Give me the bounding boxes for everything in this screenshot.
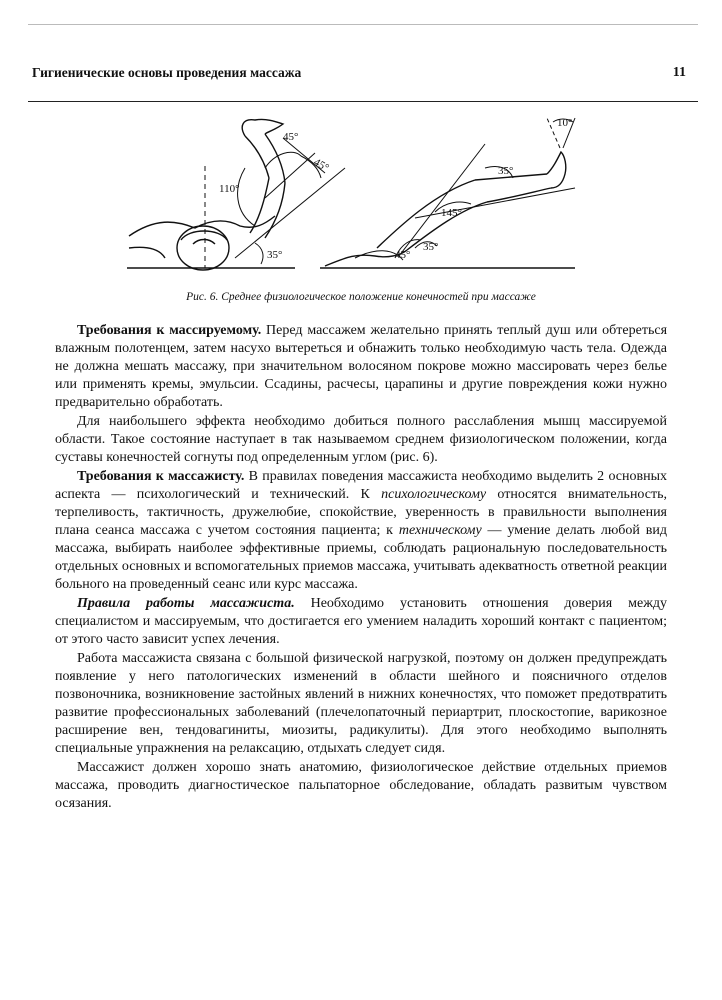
angle-label: 10°	[557, 117, 573, 129]
angle-label: 45°	[395, 249, 411, 261]
paragraph: Для наибольшего эффекта необходимо добиться полного расслабления мышц массируемой области. Такое состояние наступает в так называемом среднем физиологическом положении, когда суставы конечностей согнуты под определенным углом (рис. 6).	[55, 414, 667, 465]
top-rule	[28, 24, 698, 25]
paragraph: Массажист должен хорошо знать анатомию, физиологическое действие отдельных приемов массажа, проводить диагностическое пальпаторное обследование, обладать развитым чувством осязания.	[55, 760, 667, 811]
angle-label: 45°	[283, 131, 299, 143]
angle-label: 35°	[498, 165, 514, 177]
paragraph-text: В правилах поведения массажиста необходимо выделить 2 основных аспекта — психологический и технический. К	[55, 469, 668, 502]
page-number: 11	[672, 65, 686, 80]
angle-label: 110°	[219, 183, 240, 195]
paragraph-text: Необходимо установить отношения доверия между специалистом и массируемым, что достигается его умением наладить хороший контакт с пациентом; от этого часто зависит успех лечения.	[55, 596, 667, 647]
paragraph-lead: Требования к массажисту.	[77, 469, 245, 484]
angle-label: 45°	[311, 156, 331, 175]
header-rule	[28, 101, 698, 102]
emphasis: техническому	[398, 523, 482, 538]
paragraph-text: относятся внимательность, терпеливость, тактичность, дружелюбие, спокойствие, уверенность в правильности выполнения плана сеанса массажа с учетом состояния пациента; к	[55, 487, 667, 538]
angle-label: 35°	[267, 249, 283, 261]
emphasis: психологическому	[381, 487, 487, 502]
figure-caption: Рис. 6. Среднее физиологическое положение конечностей при массаже	[186, 291, 536, 303]
paragraph	[55, 468, 667, 594]
figure-6-limb-positions	[115, 108, 595, 286]
angle-label: 35°	[423, 241, 439, 253]
angle-label: 145°	[441, 207, 462, 219]
header-title: Гигиенические основы проведения массажа	[32, 65, 302, 80]
running-header	[32, 64, 686, 86]
paragraph: Работа массажиста связана с большой физической нагрузкой, поэтому он должен предупреждать появление у него патологических изменений в области шейного и поясничного отделов позвоночника, возникновение застойных явлений в нижних конечностях, что поможет предотвратить развитие профессиональных заболеваний (плечелопаточный периартрит, плоскостопие, варикозное расширение вен, тендовагиниты, миозиты, радикулиты). Для этого необходимо выполнять специальные упражнения на релаксацию, отдыхать следует сидя.	[55, 651, 667, 756]
paragraph-text: Перед массажем желательно принять теплый душ или обтереться влажным полотенцем, затем насухо вытереться и обнажить только необходимую часть тела. Одежда не должна мешать массажу, при значительном волосяном покрове можно массировать через белье или применять кремы, эмульсии. Ссадины, расчесы, царапины и другие повреждения кожи нужно предварительно обработать.	[55, 323, 668, 410]
leg-position-drawing	[320, 118, 575, 268]
body-text	[55, 322, 667, 813]
paragraph-lead: Правила работы массажиста.	[77, 596, 295, 611]
paragraph	[55, 322, 667, 412]
paragraph-text: — умение делать любой вид массажа, выбирать наиболее эффективные приемы, соблюдать рациональную последовательность отдельных основных и вспомогательных приемов массажа, учитывать адекватность ответной реакции больного на проведенный сеанс или курс массажа.	[55, 523, 667, 592]
paragraph	[55, 595, 667, 649]
paragraph-lead: Требования к массируемому.	[77, 323, 262, 338]
